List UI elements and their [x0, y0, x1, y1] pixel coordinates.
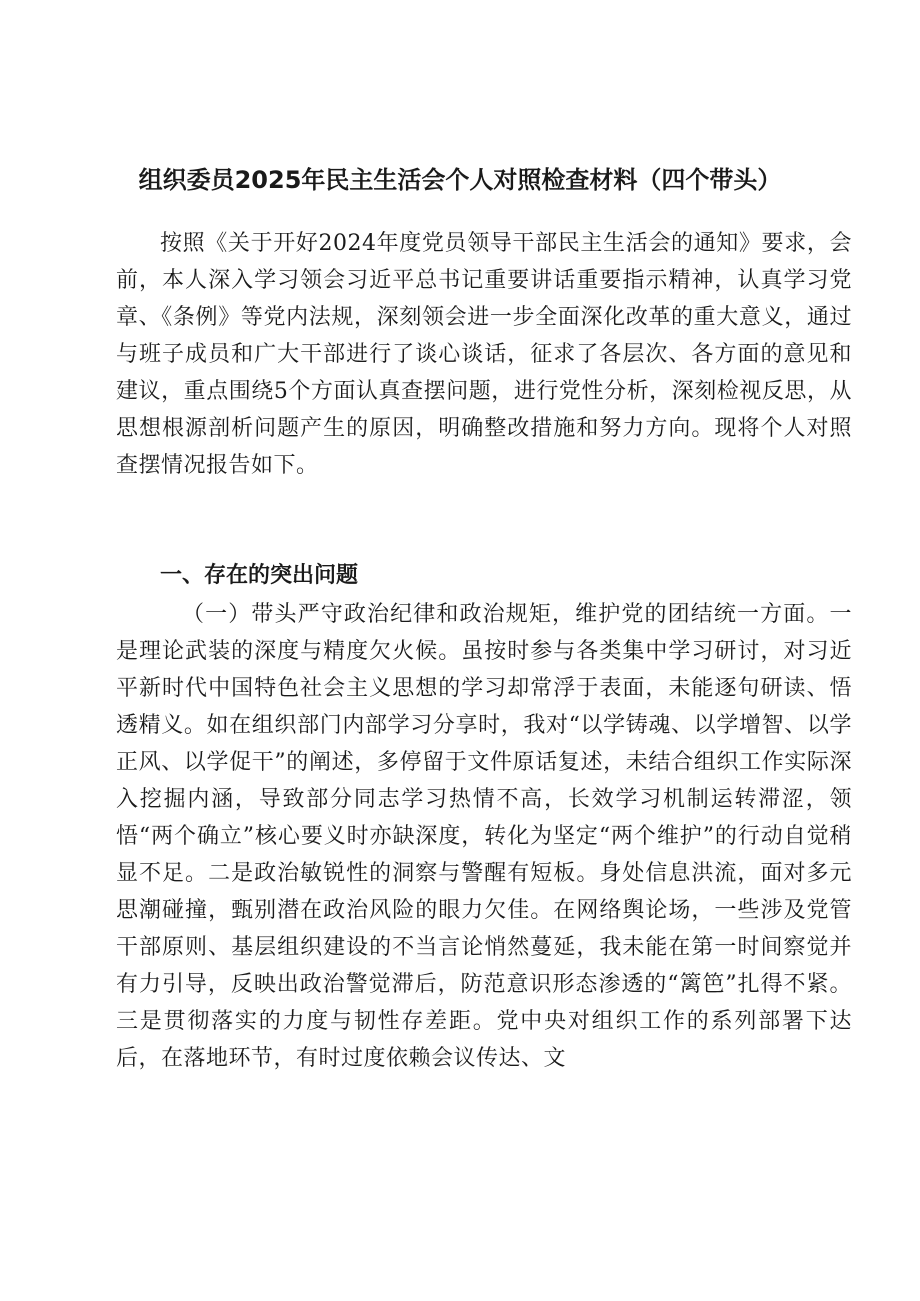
intro-paragraph: 按照《关于开好2024年度党员领导干部民主生活会的通知》要求，会前，本人深入学习领会习近平总书记重要讲话重要指示精神，认真学习党章、《条例》等党内法规，深刻领会进一步全面深化改革的重大意义，通过与班子成员和广大干部进行了谈心谈话，征求了各层次、各方面的意见和建议，重点围绕5个方面认真查摆问题，进行党性分析，深刻检视反思，从思想根源剖析问题产生的原因，明确整改措施和努力方向。现将个人对照查摆情况报告如下。 [116, 231, 852, 478]
document-title: 组织委员2025年民主生活会个人对照检查材料（四个带头） [138, 166, 782, 194]
subsection-paragraph: （一）带头严守政治纪律和政治规矩，维护党的团结统一方面。一是理论武装的深度与精度欠火候。虽按时参与各类集中学习研讨，对习近平新时代中国特色社会主义思想的学习却常浮于表面，未能逐句研读、悟透精义。如在组织部门内部学习分享时，我对“以学铸魂、以学增智、以学正风、以学促干”的阐述，多停留于文件原话复述，未结合组织工作实际深入挖掘内涵，导致部分同志学习热情不高，长效学习机制运转滞涩，领悟“两个确立”核心要义时亦缺深度，转化为坚定“两个维护”的行动自觉稍显不足。二是政治敏锐性的洞察与警醒有短板。身处信息洪流，面对多元思潮碰撞，甄别潜在政治风险的眼力欠佳。在网络舆论场，一些涉及党管干部原则、基层组织建设的不当言论悄然蔓延，我未能在第一时间察觉并有力引导，反映出政治警觉滞后，防范意识形态渗透的“篱笆”扎得不紧。三是贯彻落实的力度与韧性存差距。党中央对组织工作的系列部署下达后，在落地环节，有时过度依赖会议传达、文 [116, 602, 852, 1071]
section-heading: 一、存在的突出问题 [160, 563, 359, 588]
